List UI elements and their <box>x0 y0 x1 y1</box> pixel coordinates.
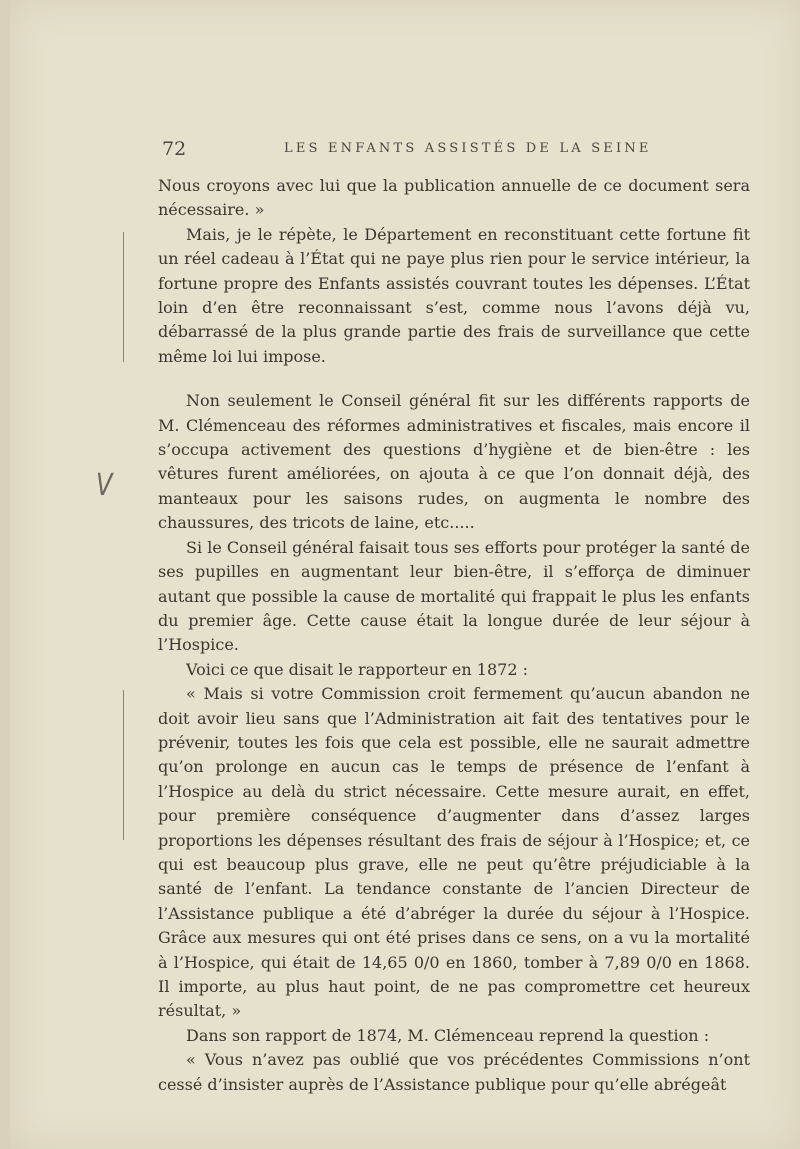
page-header <box>162 138 752 162</box>
margin-pencil-line <box>123 690 124 840</box>
margin-pencil-mark: V <box>96 468 113 503</box>
paragraph: Si le Conseil général faisait tous ses efforts pour protéger la santé de ses pupilles en augmentant leur bien-être, il s’efforça de diminuer autant que possible la cause de mortalité qui frappait le plus les enfants du premier âge. Cette cause était la longue durée de leur séjour à l’Hospice. <box>158 537 750 655</box>
paragraph: Voici ce que disait le rapporteur en 1872 : <box>186 659 528 679</box>
paragraph: Mais, je le répète, le Département en reconstituant cette fortune fit un réel cadeau à l’État qui ne paye plus rien pour le service intérieur, la fortune propre des Enfants assistés couvrant toutes les dépenses. L’État loin d’en être reconnaissant s’est, comme nous l’avons déjà vu, débarrassé de la plus grande partie des frais de surveillance que cette même loi lui impose. <box>158 224 750 366</box>
margin-pencil-line <box>123 232 124 362</box>
running-title: LES ENFANTS ASSISTÉS DE LA SEINE <box>284 141 652 156</box>
paragraph: Nous croyons avec lui que la publication annuelle de ce document sera nécessaire. » <box>158 176 750 220</box>
paragraph: Non seulement le Conseil général fit sur les différents rapports de M. Clémenceau des réformes administratives et fiscales, mais encore il s’occupa activement des questions d’hygiène et de bien-être : les vêtures furent améliorées, on ajouta à ce que l’on donnait déjà, des manteaux pour les saisons rudes, on augmenta le nombre des chaussures, des tricots de laine, etc..... <box>158 391 750 533</box>
quotation-paragraph: « Mais si votre Commission croit fermement qu’aucun abandon ne doit avoir lieu sans que l’Administration ait fait des tentatives pour le prévenir, toutes les fois que cela est possible, elle ne saurait admettre qu’on prolonge en aucun cas le temps de présence de l’enfant à l’Hospice au delà du strict nécessaire. Cette mesure aurait, en effet, pour première conséquence d’augmenter dans d’assez larges proportions les dépenses résultant des frais de séjour à l’Hospice; et, ce qui est beaucoup plus grave, elle ne peut qu’être préjudiciable à la santé de l’enfant. La tendance constante de l’ancien Directeur de l’Assistance publique a été d’abréger la durée du séjour à l’Hospice. Grâce aux mesures qui ont été prises dans ce sens, on a vu la mortalité à l’Hospice, qui était de 14,65 0/0 en 1860, tomber à 7,89 0/0 en 1868. Il importe, au plus haut point, de ne pas compromettre cet heureux résultat, » <box>158 684 750 1021</box>
paragraph: Dans son rapport de 1874, M. Clémenceau reprend la question : <box>186 1025 710 1045</box>
body-text <box>158 174 750 1097</box>
page-number: 72 <box>162 138 187 160</box>
quotation-paragraph: « Vous n’avez pas oublié que vos précédentes Commissions n’ont cessé d’insister auprès de l’Assistance publique pour qu’elle abrégeât <box>158 1050 750 1094</box>
document-page <box>10 0 800 1149</box>
